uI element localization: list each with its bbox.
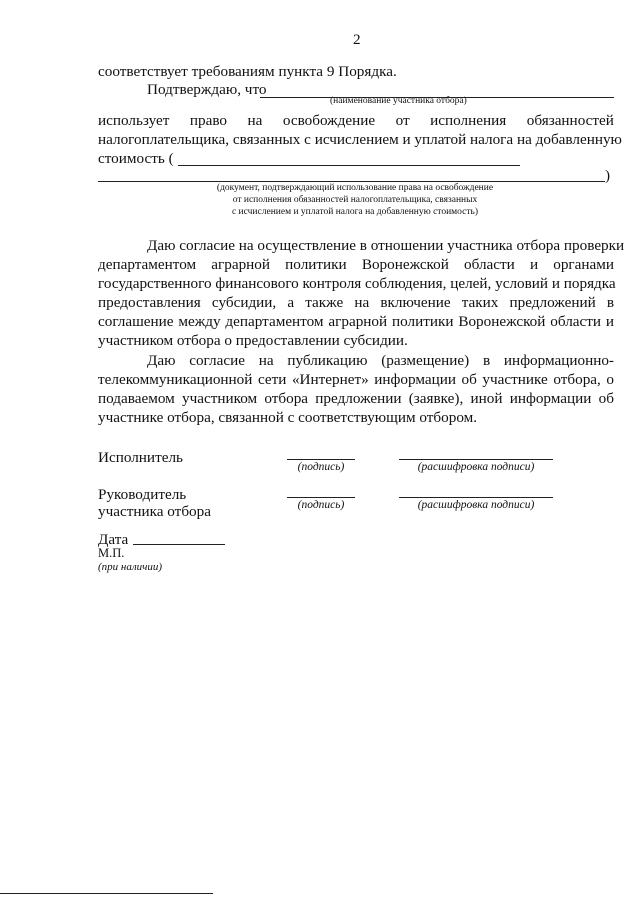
- exempt-line-2: налогоплательщика, связанных с исчислением и уплатой налога на добавленную: [98, 131, 622, 148]
- publication-line-1: Даю согласие на публикацию (размещение) в информационно-: [147, 352, 614, 369]
- publication-line-4: участнике отбора, связанной с соответствующим отбором.: [98, 409, 478, 426]
- exempt-line-3: стоимость (: [98, 150, 174, 167]
- text-line-requirements: соответствует требованиям пункта 9 Порядка.: [98, 63, 397, 80]
- consent-line-3: государственного финансового контроля соблюдения, целей, условий и порядка: [98, 275, 616, 292]
- executor-decode-line: [399, 459, 553, 460]
- text-confirm: Подтверждаю, что: [147, 81, 267, 98]
- head-decode-line: [399, 497, 553, 498]
- executor-signature-caption: (подпись): [297, 461, 345, 473]
- consent-line-4: предоставления субсидии, а также на включение таких предложений в: [98, 294, 614, 311]
- publication-line-2: телекоммуникационной сети «Интернет» информации об участнике отбора, о: [98, 371, 614, 388]
- executor-decode-caption: (расшифровка подписи): [417, 461, 535, 473]
- page-number: 2: [353, 31, 361, 48]
- consent-line-1: Даю согласие на осуществление в отношении участника отбора проверки: [147, 237, 625, 254]
- exempt-line-1: использует право на освобождение от исполнения обязанностей: [98, 112, 614, 129]
- executor-signature-line: [287, 459, 355, 460]
- consent-line-6: участником отбора о предоставлении субсидии.: [98, 332, 408, 349]
- head-decode-caption: (расшифровка подписи): [417, 499, 535, 511]
- caption-document-3: с исчислением и уплатой налога на добавленную стоимость): [231, 207, 479, 217]
- date-label: Дата: [98, 531, 129, 548]
- head-signature-line: [287, 497, 355, 498]
- footer-rule: [0, 893, 213, 894]
- consent-line-2: департаментом аграрной политики Воронежской области и органами: [98, 256, 614, 273]
- head-label-2: участника отбора: [98, 503, 211, 520]
- date-line: [133, 544, 225, 545]
- caption-participant: (наименование участника отбора): [330, 96, 467, 106]
- paren-close-document: ): [605, 167, 611, 184]
- consent-line-5: соглашение между департаментом аграрной политики Воронежской области и: [98, 313, 614, 330]
- stamp-label: М.П.: [98, 546, 125, 560]
- head-signature-caption: (подпись): [297, 499, 345, 511]
- publication-line-3: подаваемом участником отбора предложении (заявке), иной информации об: [98, 390, 614, 407]
- caption-document-1: (документ, подтверждающий использование права на освобождение: [216, 183, 494, 193]
- executor-label: Исполнитель: [98, 449, 183, 466]
- caption-document-2: от исполнения обязанностей налогоплательщика, связанных: [232, 195, 478, 205]
- stamp-if-any: (при наличии): [98, 561, 163, 573]
- document-line-1: [178, 165, 520, 166]
- head-label-1: Руководитель: [98, 486, 187, 503]
